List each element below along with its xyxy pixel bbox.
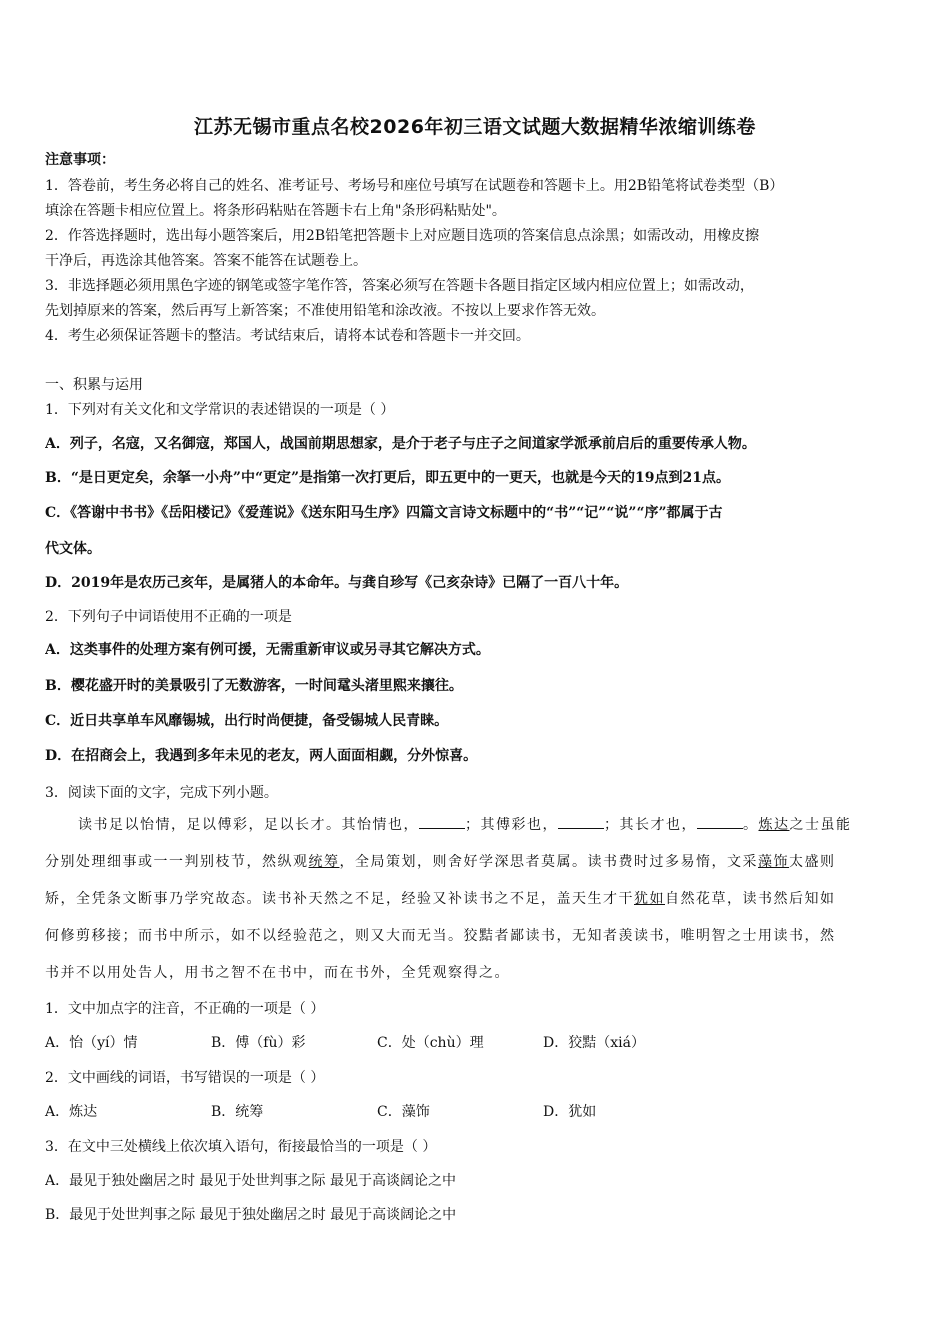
passage-text: ，全局策划，则舍好学深思者莫属。读书费时过多易惰，文采 — [339, 854, 758, 870]
notice-line: 3．非选择题必须用黑色字迹的钢笔或签字笔作答，答案必须写在答题卡各题目指定区域内相应位置上；如需改动， — [45, 278, 754, 294]
passage-text: 矫，全凭条文断事乃学究故态。读书补天然之不足，经验又补读书之不足，盖天生才干 — [45, 891, 634, 907]
subquestion-2-stem: 2．文中画线的词语，书写错误的一项是（ ） — [45, 1070, 325, 1086]
fill-blank-2 — [558, 814, 604, 829]
question-1-stem: 1．下列对有关文化和文学常识的表述错误的一项是（ ） — [45, 402, 395, 418]
subquestion-3-option-b: B．最见于处世判事之际 最见于独处幽居之时 最见于高谈阔论之中 — [45, 1207, 457, 1223]
notice-line: 先划掉原来的答案，然后再写上新答案；不准使用铅笔和涂改液。不按以上要求作答无效。 — [45, 303, 605, 319]
question-2-option-d: D．在招商会上，我遇到多年未见的老友，两人面面相觑，分外惊喜。 — [45, 748, 478, 764]
subquestion-1-option-b: B．傅（fù）彩 — [211, 1035, 306, 1051]
subquestion-2-option-a: A．炼达 — [45, 1104, 98, 1120]
underlined-word: 炼达 — [758, 817, 790, 833]
question-1-option-c-cont: 代文体。 — [45, 541, 101, 557]
page-title: 江苏无锡市重点名校2026年初三语文试题大数据精华浓缩训练卷 — [194, 116, 756, 138]
subquestion-2-option-b: B．统筹 — [211, 1104, 264, 1120]
question-1-option-d: D．2019年是农历己亥年，是属猪人的本命年。与龚自珍写《己亥杂诗》已隔了一百八十年。 — [45, 575, 629, 591]
passage-text: 自然花草，读书然后知如 — [665, 891, 836, 907]
subquestion-3-option-a: A．最见于独处幽居之时 最见于处世判事之际 最见于高谈阔论之中 — [45, 1173, 457, 1189]
passage-text: ；其长才也， — [604, 817, 697, 833]
passage-text: 分别处理细事或一一判别枝节，然纵观 — [45, 854, 309, 870]
notice-line: 2．作答选择题时，选出每小题答案后，用2B铅笔把答题卡上对应题目选项的答案信息点涂黑；如需改动，用橡皮擦 — [45, 228, 760, 244]
subquestion-1-option-a: A．怡（yí）情 — [45, 1035, 138, 1051]
subquestion-1-option-d: D．狡黠（xiá） — [543, 1035, 645, 1051]
subquestion-1-option-c: C．处（chù）理 — [377, 1035, 484, 1051]
notice-line: 干净后，再选涂其他答案。答案不能答在试题卷上。 — [45, 253, 367, 269]
question-2-option-b: B．樱花盛开时的美景吸引了无数游客，一时间鼋头渚里熙来攘往。 — [45, 678, 463, 694]
passage-text: 读书足以怡情，足以傅彩，足以长才。其怡情也， — [78, 817, 419, 833]
question-1-option-a: A．列子，名寇，又名御寇，郑国人，战国前期思想家，是介于老子与庄子之间道家学派承前启后的重要传承人物。 — [45, 436, 756, 452]
fill-blank-1 — [419, 814, 465, 829]
question-2-stem: 2．下列句子中词语使用不正确的一项是 — [45, 609, 292, 625]
underlined-word: 统筹 — [308, 854, 340, 870]
passage-text: 。 — [743, 817, 759, 833]
subquestion-3-stem: 3．在文中三处横线上依次填入语句，衔接最恰当的一项是（ ） — [45, 1139, 437, 1155]
passage-line: 书并不以用处告人，用书之智不在书中，而在书外，全凭观察得之。 — [45, 965, 510, 981]
passage-line — [45, 850, 910, 874]
question-2-option-c: C．近日共享单车风靡锡城，出行时尚便捷，备受锡城人民青睐。 — [45, 713, 449, 729]
passage-text: ；其傅彩也， — [465, 817, 558, 833]
passage-line: 何修剪移接；而书中所示，如不以经验范之，则又大而无当。狡黠者鄙读书，无知者羡读书，唯明智之士用读书，然 — [45, 928, 836, 944]
notice-heading: 注意事项： — [45, 152, 115, 168]
subquestion-2-option-c: C．藻饰 — [377, 1104, 430, 1120]
question-1-option-c: C．《答谢中书书》《岳阳楼记》《爱莲说》《送东阳马生序》四篇文言诗文标题中的“书”“记”“说”“序”都属于古 — [45, 505, 723, 521]
subquestion-1-stem: 1．文中加点字的注音，不正确的一项是（ ） — [45, 1001, 325, 1017]
passage-text: 太盛则 — [789, 854, 836, 870]
subquestion-2-option-d: D．犹如 — [543, 1104, 597, 1120]
question-1-option-b: B．“是日更定矣，余拏一小舟”中“更定”是指第一次打更后，即五更中的一更天，也就是今天的19点到21点。 — [45, 470, 731, 486]
notice-line: 1．答卷前，考生务必将自己的姓名、准考证号、考场号和座位号填写在试题卷和答题卡上。用2B铅笔将试卷类型（B） — [45, 178, 784, 194]
underlined-word: 犹如 — [634, 891, 665, 907]
question-3-stem: 3．阅读下面的文字，完成下列小题。 — [45, 785, 278, 801]
fill-blank-3 — [697, 814, 743, 829]
notice-line: 填涂在答题卡相应位置上。将条形码粘贴在答题卡右上角"条形码粘贴处"。 — [45, 203, 506, 219]
passage-line — [78, 813, 910, 837]
passage-line — [45, 887, 910, 911]
notice-line: 4．考生必须保证答题卡的整洁。考试结束后，请将本试卷和答题卡一并交回。 — [45, 328, 530, 344]
passage-text: 之士虽能 — [789, 817, 852, 833]
section-heading: 一、积累与运用 — [45, 377, 143, 393]
underlined-word: 藻饰 — [758, 854, 789, 870]
question-2-option-a: A．这类事件的处理方案有例可援，无需重新审议或另寻其它解决方式。 — [45, 642, 490, 658]
